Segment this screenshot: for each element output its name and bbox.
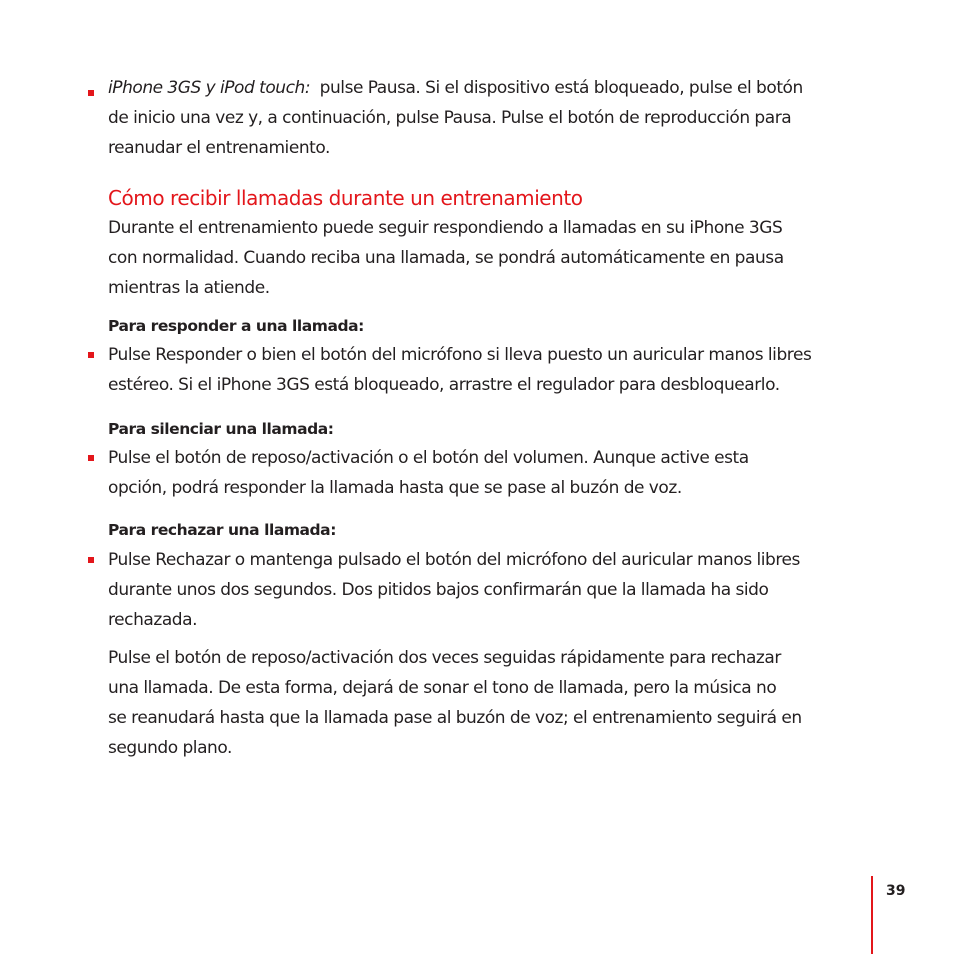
reject-bullet-text (108, 545, 888, 635)
paragraph-line: mientras la atiende. (108, 278, 270, 298)
reject-line: rechazada. (108, 610, 198, 630)
note-line: se reanudará hasta que la llamada pase al buzón de voz; el entrenamiento seguirá en (108, 708, 802, 728)
paragraph-line: con normalidad. Cuando reciba una llamada, se pondrá automáticamente en pausa (108, 248, 784, 268)
silence-subhead: Para silenciar una llamada: (108, 420, 334, 438)
reject-subhead: Para rechazar una llamada: (108, 521, 336, 539)
page-number: 39 (886, 883, 906, 899)
note-line: una llamada. De esta forma, dejará de sonar el tono de llamada, pero la música no (108, 678, 777, 698)
silence-bullet-text (108, 443, 888, 503)
section-heading: Cómo recibir llamadas durante un entrenamiento (108, 186, 583, 210)
intro-line: reanudar el entrenamiento. (108, 138, 330, 158)
intro-line: de inicio una vez y, a continuación, pulse Pausa. Pulse el botón de reproducción para (108, 108, 792, 128)
answer-bullet-text (108, 340, 888, 400)
silence-line: opción, podrá responder la llamada hasta que se pase al buzón de voz. (108, 478, 682, 498)
bullet-icon (88, 352, 94, 358)
bullet-icon (88, 90, 94, 96)
reject-note (108, 643, 888, 763)
reject-line: Pulse Rechazar o mantenga pulsado el botón del micrófono del auricular manos libres (108, 550, 800, 570)
intro-lead: iPhone 3GS y iPod touch: (108, 78, 311, 98)
intro-line: pulse Pausa. Si el dispositivo está bloqueado, pulse el botón (319, 78, 803, 98)
section-paragraph (108, 213, 888, 303)
answer-subhead: Para responder a una llamada: (108, 317, 364, 335)
answer-line: Pulse Responder o bien el botón del micrófono si lleva puesto un auricular manos libres (108, 345, 812, 365)
note-line: Pulse el botón de reposo/activación dos veces seguidas rápidamente para rechazar (108, 648, 781, 668)
reject-line: durante unos dos segundos. Dos pitidos bajos confirmarán que la llamada ha sido (108, 580, 769, 600)
bullet-icon (88, 557, 94, 563)
answer-line: estéreo. Si el iPhone 3GS está bloqueado, arrastre el regulador para desbloquearlo. (108, 375, 780, 395)
intro-bullet-text (108, 73, 888, 163)
page-rule (871, 876, 873, 954)
bullet-icon (88, 455, 94, 461)
silence-line: Pulse el botón de reposo/activación o el botón del volumen. Aunque active esta (108, 448, 749, 468)
paragraph-line: Durante el entrenamiento puede seguir respondiendo a llamadas en su iPhone 3GS (108, 218, 783, 238)
note-line: segundo plano. (108, 738, 232, 758)
